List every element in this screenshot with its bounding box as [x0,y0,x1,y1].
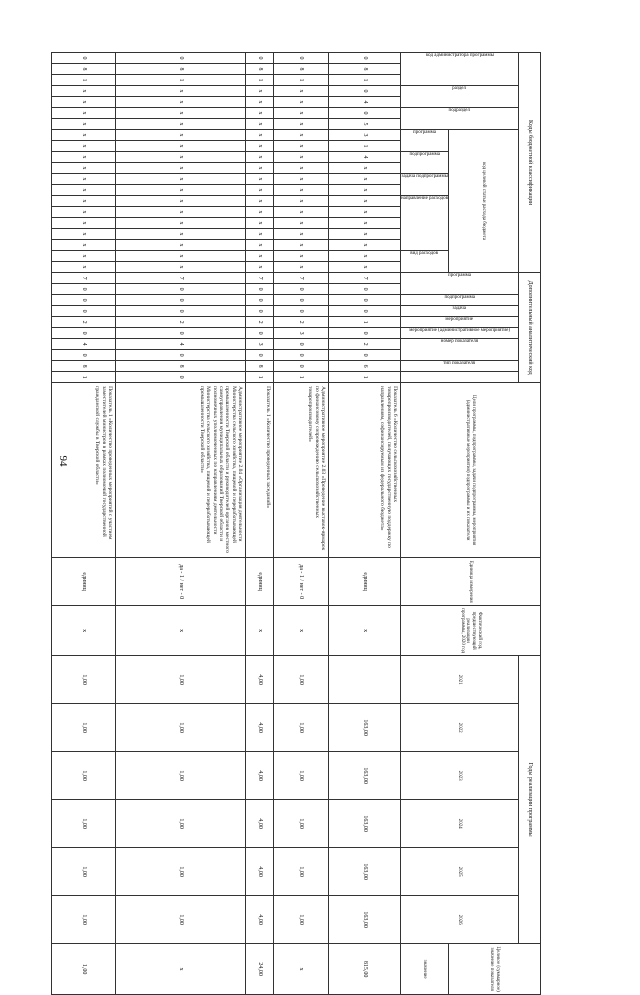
target-value-cell: 1,00 [52,944,116,995]
extra-code-digit: 0 [329,284,401,295]
extra-code-digit: 7 [116,273,246,284]
budget-code-digit: x [246,163,274,174]
target-value-header: Целевое (суммарное) значение показателя [449,944,541,995]
budget-code-digit: x [329,229,401,240]
extra-code-digit: 0 [246,328,274,339]
budget-code-digit: x [274,130,329,141]
budget-code-digit: x [52,108,116,119]
program-code-header: программа [413,130,436,135]
budget-code-digit: x [274,174,329,185]
budget-code-digit: x [246,207,274,218]
budget-code-digit: x [116,130,246,141]
budget-code-digit: x [246,141,274,152]
budget-code-digit: x [52,218,116,229]
extra-indicator-type-header: тип показателя [443,361,476,367]
extra-code-digit: 0 [116,372,246,383]
budget-code-digit: x [329,262,401,273]
unit-cell: да - 1 / нет - 0 [116,558,246,606]
section-header: раздел [452,86,467,91]
year-value-cell: 163,00 [329,704,401,752]
extra-code-digit: 8 [52,361,116,372]
actual-year-header: Фактический год, предшествующий реализации программы, 2020 год [401,606,541,656]
budget-code-digit: 0 [329,108,401,119]
year-value-cell: 4,00 [246,704,274,752]
budget-code-digit: x [329,251,401,262]
year-value-cell: 1,00 [52,896,116,944]
goal-text: Показатель 1 «Количество проведенных мероприятий с участием заместителей министров в рамках полномочий государственной гражданской службы в Тверской области» [52,383,116,558]
unit-cell: единиц [246,558,274,606]
extra-code-digit: 0 [274,361,329,372]
budget-code-digit: x [274,196,329,207]
budget-code-digit: x [52,119,116,130]
year-value-cell [329,656,401,704]
extra-code-digit: 2 [274,317,329,328]
year-value-cell: 1,00 [52,848,116,896]
extra-code-digit: 1 [329,372,401,383]
budget-code-digit: x [274,152,329,163]
budget-code-digit: x [116,108,246,119]
budget-code-digit: x [246,196,274,207]
budget-code-digit: 1 [246,75,274,86]
actual-year-cell: x [274,606,329,656]
extra-code-digit: 0 [116,328,246,339]
budget-code-digit: x [52,185,116,196]
actual-year-cell: x [329,606,401,656]
extra-code-digit: 2 [116,317,246,328]
budget-code-digit: x [246,262,274,273]
budget-code-digit: x [274,240,329,251]
year-value-cell: 1,00 [52,704,116,752]
budget-code-digit: x [246,185,274,196]
budget-code-digit: x [52,97,116,108]
year-2022-header: 2022 [401,704,519,752]
budget-code-digit: x [274,262,329,273]
extra-code-digit: 7 [329,273,401,284]
extra-program-header: программа [448,273,471,279]
budget-code-digit: x [246,218,274,229]
budget-code-digit: x [274,86,329,97]
year-value-cell: 4,00 [246,848,274,896]
extra-code-digit: 0 [52,328,116,339]
budget-code-digit: x [274,97,329,108]
rotated-page [80,52,541,992]
extra-measure-header: мероприятие [445,317,474,323]
budget-code-digit: x [274,163,329,174]
main-activity-header: задача подпрограммы [401,174,448,179]
budget-code-digit: x [116,119,246,130]
year-value-cell: 4,00 [246,896,274,944]
budget-code-digit: 1 [329,75,401,86]
extra-code-digit: 7 [246,273,274,284]
budget-code-digit: x [246,152,274,163]
budget-code-digit: x [52,130,116,141]
budget-code-digit: 1 [274,75,329,86]
budget-code-digit: x [329,196,401,207]
budget-code-digit: 8 [329,64,401,75]
extra-code-digit: 0 [329,350,401,361]
budget-code-digit: x [329,218,401,229]
budget-code-digit: 8 [246,64,274,75]
budget-code-digit: x [274,251,329,262]
budget-code-digit: x [246,119,274,130]
goal-header: Цели программы, подпрограммы, задачи подпрограммы, мероприятия (административные мероприятия) подпрограммы и их показатели [401,383,541,558]
year-value-cell: 1,00 [116,704,246,752]
extra-code-digit: 4 [116,339,246,350]
year-value-cell: 1,00 [52,800,116,848]
target-value-cell: x [274,944,329,995]
target-value-cell: 815,00 [329,944,401,995]
budget-code-digit: x [116,97,246,108]
years-group-header: Годы реализации программы [519,656,541,944]
actual-year-cell: x [246,606,274,656]
year-value-cell: 1,00 [274,848,329,896]
extra-code-digit: 0 [116,295,246,306]
budget-code-digit: x [52,86,116,97]
budget-code-digit: x [246,108,274,119]
budget-codes-header: Коды бюджетной классификации [519,53,541,273]
budget-code-digit: 5 [329,119,401,130]
extra-code-digit: 0 [274,295,329,306]
year-value-cell: 1,00 [116,752,246,800]
year-value-cell: 1,00 [274,800,329,848]
year-2021-header: 2021 [401,656,519,704]
extra-code-digit: 0 [52,295,116,306]
budget-code-digit: x [329,240,401,251]
budget-code-digit: x [246,251,274,262]
extra-code-digit: 0 [274,306,329,317]
budget-code-digit: x [52,174,116,185]
year-2025-header: 2025 [401,848,519,896]
extra-code-digit: 0 [274,284,329,295]
budget-code-digit: x [246,97,274,108]
extra-code-digit: 1 [329,317,401,328]
budget-code-digit: x [116,196,246,207]
unit-cell: единиц [52,558,116,606]
budget-code-digit: x [116,262,246,273]
budget-code-digit: x [116,152,246,163]
extra-code-digit: 0 [274,339,329,350]
year-value-cell: 1,00 [274,752,329,800]
budget-code-digit: x [52,262,116,273]
budget-code-digit: x [274,229,329,240]
target-value-cell: 24,00 [246,944,274,995]
rotated-table-container [80,52,541,992]
budget-code-digit: 4 [329,97,401,108]
budget-code-digit: 3 [329,130,401,141]
budget-code-digit: x [116,174,246,185]
budget-code-digit: x [274,119,329,130]
budget-code-digit: x [52,152,116,163]
extra-subprogram-header: подпрограмма [444,295,475,301]
extra-indicator-header: номер показателя [440,339,479,345]
budget-code-digit: x [274,207,329,218]
year-value-cell: 163,00 [329,896,401,944]
extra-code-digit: 4 [52,339,116,350]
extra-code-digit: 8 [246,361,274,372]
budget-code-digit: x [329,207,401,218]
extra-code-digit: 3 [274,328,329,339]
extra-code-digit: 7 [274,273,329,284]
goal-text: Показатель 1 «Количество проведенных заседаний» [246,383,274,558]
unit-cell: единиц [329,558,401,606]
target-value-cell: x [116,944,246,995]
extra-code-digit: 7 [52,273,116,284]
extra-code-digit: 1 [246,372,274,383]
extra-code-digit: 0 [116,306,246,317]
unit-header: Единица измерения [401,558,541,606]
budget-code-digit: 0 [52,53,116,64]
budget-code-digit: 0 [329,53,401,64]
budget-code-digit: x [52,240,116,251]
extra-code-digit: 0 [52,284,116,295]
extra-code-digit: 8 [116,361,246,372]
budget-code-digit: x [329,163,401,174]
budget-code-digit: x [116,218,246,229]
extra-code-digit: 3 [246,339,274,350]
budget-code-digit: 0 [246,53,274,64]
budget-code-digit: x [246,130,274,141]
extra-code-digit: 0 [329,328,401,339]
extra-code-digit: 0 [274,350,329,361]
budget-code-digit: 1 [116,75,246,86]
budget-code-digit: x [246,86,274,97]
budget-code-digit: x [274,185,329,196]
budget-code-digit: x [116,185,246,196]
extra-code-digit: 0 [246,295,274,306]
table-row [52,53,116,995]
budget-code-digit: x [116,229,246,240]
budget-code-digit: x [329,185,401,196]
year-2023-header: 2023 [401,752,519,800]
extra-code-digit: 0 [116,350,246,361]
direction-header: направление расходов [401,196,448,201]
budget-code-digit: x [52,207,116,218]
actual-year-cell: x [116,606,246,656]
year-value-cell: 1,00 [116,848,246,896]
budget-table [51,52,541,995]
year-value-cell: 1,00 [116,800,246,848]
extra-code-digit: 1 [52,372,116,383]
budget-code-digit: x [52,141,116,152]
budget-code-digit: x [52,196,116,207]
budget-code-digit: 1 [52,75,116,86]
unit-cell: да - 1 / нет - 0 [274,558,329,606]
extra-code-digit: 2 [329,339,401,350]
budget-code-digit: x [116,240,246,251]
year-value-cell: 1,00 [274,704,329,752]
table-body [52,53,401,995]
extra-code-digit: 0 [52,350,116,361]
budget-code-digit: 8 [52,64,116,75]
year-value-cell: 163,00 [329,800,401,848]
budget-code-digit: 4 [329,152,401,163]
admin-code-header: код администратора программы [425,53,494,58]
year-value-cell: 1,00 [274,896,329,944]
budget-code-digit: x [246,174,274,185]
goal-text: Показатель 6 «Количество сельскохозяйственных товаропроизводителей, получающих государственную поддержку по направлениям, софинансируемым из федерального бюджета» [329,383,401,558]
extra-code-digit: 0 [246,350,274,361]
table-row [329,53,401,995]
actual-year-cell: x [52,606,116,656]
target-item-header: код целевой статьи расхода бюджета [449,130,519,273]
budget-code-digit: x [246,240,274,251]
budget-code-digit: x [52,163,116,174]
year-value-cell: 163,00 [329,752,401,800]
page-number: 94 [57,455,69,467]
extra-measure-no-header: мероприятие (административное мероприятие) [409,328,510,334]
budget-code-digit: 8 [116,64,246,75]
extra-code-digit: 0 [246,306,274,317]
table-row [246,53,274,995]
budget-code-digit: x [246,229,274,240]
table-row [116,53,246,995]
budget-code-digit: 0 [274,53,329,64]
budget-code-digit: x [116,141,246,152]
year-value-cell: 4,00 [246,800,274,848]
goal-text: Административное мероприятие 2.04 «Организация деятельности Министерства сельского хозяйства, пищевой и перерабатывающей промышленности Тверской области и руководителей органов местного самоуправления муниципальных образований Тверской области и полномочных уполномоченных по направлениям деятельности Министерства сельского хозяйства, пищевой и перерабатывающей промышленности Тверской области» [116,383,246,558]
extra-code-digit: 2 [246,317,274,328]
budget-code-digit: x [52,251,116,262]
year-value-cell: 1,00 [116,656,246,704]
extra-code-digit: 0 [329,295,401,306]
year-2024-header: 2024 [401,800,519,848]
extra-code-digit: 0 [52,306,116,317]
year-value-cell: 163,00 [329,848,401,896]
subprogram-code-header: подпрограмма [409,152,440,157]
budget-code-digit: 1 [329,141,401,152]
expense-type-header: вид расходов [410,251,439,256]
budget-code-digit: 8 [274,64,329,75]
extra-code-digit: 0 [246,284,274,295]
budget-code-digit: x [329,174,401,185]
budget-code-digit: x [116,163,246,174]
year-value-cell: 4,00 [246,656,274,704]
subsection-header: подраздел [448,108,471,113]
extra-code-digit: 0 [116,284,246,295]
budget-code-digit: x [116,207,246,218]
budget-code-digit: x [274,141,329,152]
extra-code-digit: 6 [329,361,401,372]
budget-code-digit: 0 [116,53,246,64]
extra-code-header: Дополнительный аналитический код [519,273,541,383]
value-col-header: значение [401,944,449,995]
year-value-cell: 1,00 [274,656,329,704]
year-value-cell: 1,00 [52,752,116,800]
budget-code-digit: x [116,86,246,97]
year-2026-header: 2026 [401,896,519,944]
year-value-cell: 1,00 [116,896,246,944]
year-value-cell: 1,00 [52,656,116,704]
extra-task-header: задача [452,306,467,312]
table-row [274,53,329,995]
budget-code-digit: x [274,108,329,119]
budget-code-digit: x [274,218,329,229]
budget-code-digit: x [116,251,246,262]
budget-code-digit: x [52,229,116,240]
budget-code-digit: 0 [329,86,401,97]
goal-text: Административное мероприятие 2.03 «Проведение выставок-ярмарок по финансовому сопровождению сельскохозяйственных товаропроизводителей» [274,383,329,558]
year-value-cell: 4,00 [246,752,274,800]
extra-code-digit: 2 [52,317,116,328]
extra-code-digit: 1 [274,372,329,383]
extra-code-digit: 0 [329,306,401,317]
